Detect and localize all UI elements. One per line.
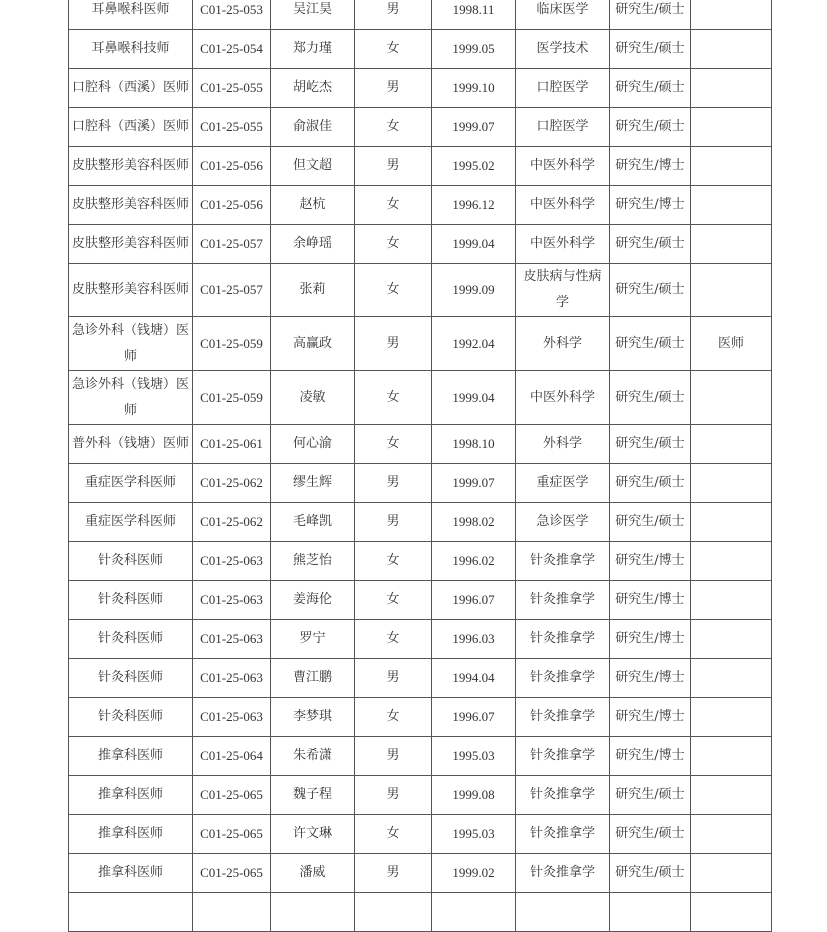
name-cell: 朱希潇: [271, 737, 355, 776]
position-cell: 推拿科医师: [69, 776, 193, 815]
education-cell: [610, 893, 691, 932]
name-cell: 魏子程: [271, 776, 355, 815]
name-cell: 熊芝怡: [271, 542, 355, 581]
gender-cell: 男: [355, 854, 432, 893]
name-cell: 何心渝: [271, 425, 355, 464]
education-cell: 研究生/硕士: [610, 854, 691, 893]
position-cell: 皮肤整形美容科医师: [69, 186, 193, 225]
table-row: [69, 542, 772, 581]
position-cell: 针灸科医师: [69, 581, 193, 620]
candidate-list-table: [68, 0, 772, 932]
education-cell: 研究生/硕士: [610, 503, 691, 542]
birth-date-cell: [432, 893, 516, 932]
note-cell: 医师: [691, 317, 772, 371]
education-cell: 研究生/硕士: [610, 371, 691, 425]
name-cell: 罗宁: [271, 620, 355, 659]
gender-cell: 女: [355, 186, 432, 225]
position-code-cell: C01-25-056: [193, 186, 271, 225]
position-code-cell: C01-25-059: [193, 317, 271, 371]
education-cell: 研究生/硕士: [610, 108, 691, 147]
education-cell: 研究生/博士: [610, 737, 691, 776]
birth-date-cell: 1999.02: [432, 854, 516, 893]
position-code-cell: C01-25-061: [193, 425, 271, 464]
gender-cell: 女: [355, 698, 432, 737]
table-row: [69, 225, 772, 264]
major-cell: 针灸推拿学: [516, 776, 610, 815]
major-cell: 中医外科学: [516, 371, 610, 425]
education-cell: 研究生/博士: [610, 147, 691, 186]
note-cell: [691, 854, 772, 893]
position-cell: 急诊外科（钱塘）医师: [69, 317, 193, 371]
education-cell: 研究生/硕士: [610, 30, 691, 69]
gender-cell: 女: [355, 542, 432, 581]
major-cell: 针灸推拿学: [516, 581, 610, 620]
birth-date-cell: 1999.09: [432, 264, 516, 317]
gender-cell: 男: [355, 776, 432, 815]
position-code-cell: C01-25-063: [193, 542, 271, 581]
name-cell: 张莉: [271, 264, 355, 317]
position-code-cell: C01-25-063: [193, 581, 271, 620]
table-row: [69, 815, 772, 854]
position-cell: 针灸科医师: [69, 542, 193, 581]
table-row: [69, 620, 772, 659]
education-cell: 研究生/硕士: [610, 776, 691, 815]
position-code-cell: C01-25-062: [193, 503, 271, 542]
birth-date-cell: 1992.04: [432, 317, 516, 371]
birth-date-cell: 1995.02: [432, 147, 516, 186]
birth-date-cell: 1999.10: [432, 69, 516, 108]
note-cell: [691, 464, 772, 503]
gender-cell: 女: [355, 371, 432, 425]
table-row: [69, 264, 772, 317]
note-cell: [691, 620, 772, 659]
education-cell: 研究生/博士: [610, 698, 691, 737]
position-cell: 推拿科医师: [69, 815, 193, 854]
position-cell: 针灸科医师: [69, 620, 193, 659]
name-cell: 姜海伦: [271, 581, 355, 620]
note-cell: [691, 30, 772, 69]
position-cell: 皮肤整形美容科医师: [69, 264, 193, 317]
major-cell: 医学技术: [516, 30, 610, 69]
position-code-cell: C01-25-057: [193, 264, 271, 317]
name-cell: 吴江昊: [271, 0, 355, 30]
table-row: [69, 371, 772, 425]
position-cell: 推拿科医师: [69, 737, 193, 776]
major-cell: 中医外科学: [516, 225, 610, 264]
birth-date-cell: 1995.03: [432, 737, 516, 776]
major-cell: 针灸推拿学: [516, 620, 610, 659]
gender-cell: 女: [355, 581, 432, 620]
birth-date-cell: 1996.02: [432, 542, 516, 581]
gender-cell: 男: [355, 317, 432, 371]
education-cell: 研究生/硕士: [610, 225, 691, 264]
note-cell: [691, 815, 772, 854]
note-cell: [691, 581, 772, 620]
table-row: [69, 317, 772, 371]
gender-cell: 女: [355, 225, 432, 264]
table-row: [69, 854, 772, 893]
birth-date-cell: 1995.03: [432, 815, 516, 854]
note-cell: [691, 425, 772, 464]
birth-date-cell: 1996.03: [432, 620, 516, 659]
position-code-cell: C01-25-064: [193, 737, 271, 776]
birth-date-cell: 1999.04: [432, 225, 516, 264]
major-cell: 针灸推拿学: [516, 542, 610, 581]
gender-cell: 男: [355, 464, 432, 503]
birth-date-cell: 1999.07: [432, 464, 516, 503]
birth-date-cell: 1996.12: [432, 186, 516, 225]
table-body: [69, 0, 772, 932]
position-cell: 耳鼻喉科技师: [69, 30, 193, 69]
table-row: [69, 464, 772, 503]
major-cell: 针灸推拿学: [516, 854, 610, 893]
major-cell: 针灸推拿学: [516, 737, 610, 776]
gender-cell: 女: [355, 620, 432, 659]
note-cell: [691, 776, 772, 815]
gender-cell: 女: [355, 264, 432, 317]
note-cell: [691, 225, 772, 264]
candidate-list-table-wrapper: [68, 0, 772, 932]
note-cell: [691, 371, 772, 425]
position-code-cell: C01-25-063: [193, 698, 271, 737]
major-cell: 重症医学: [516, 464, 610, 503]
major-cell: 针灸推拿学: [516, 815, 610, 854]
name-cell: 李梦琪: [271, 698, 355, 737]
note-cell: [691, 698, 772, 737]
education-cell: 研究生/硕士: [610, 815, 691, 854]
table-row: [69, 776, 772, 815]
position-cell: 普外科（钱塘）医师: [69, 425, 193, 464]
table-row: [69, 108, 772, 147]
note-cell: [691, 737, 772, 776]
position-cell: 口腔科（西溪）医师: [69, 69, 193, 108]
education-cell: 研究生/硕士: [610, 264, 691, 317]
name-cell: 但文超: [271, 147, 355, 186]
education-cell: 研究生/硕士: [610, 69, 691, 108]
education-cell: 研究生/博士: [610, 659, 691, 698]
position-cell: 针灸科医师: [69, 659, 193, 698]
birth-date-cell: 1996.07: [432, 698, 516, 737]
position-code-cell: C01-25-063: [193, 659, 271, 698]
gender-cell: 男: [355, 69, 432, 108]
position-cell: 推拿科医师: [69, 854, 193, 893]
gender-cell: 女: [355, 108, 432, 147]
note-cell: [691, 108, 772, 147]
name-cell: 俞淑佳: [271, 108, 355, 147]
education-cell: 研究生/博士: [610, 542, 691, 581]
birth-date-cell: 1999.04: [432, 371, 516, 425]
birth-date-cell: 1994.04: [432, 659, 516, 698]
birth-date-cell: 1998.02: [432, 503, 516, 542]
name-cell: 曹江鹏: [271, 659, 355, 698]
table-row: [69, 698, 772, 737]
note-cell: [691, 893, 772, 932]
major-cell: 外科学: [516, 425, 610, 464]
position-code-cell: C01-25-059: [193, 371, 271, 425]
birth-date-cell: 1999.05: [432, 30, 516, 69]
birth-date-cell: 1999.08: [432, 776, 516, 815]
note-cell: [691, 69, 772, 108]
major-cell: 针灸推拿学: [516, 698, 610, 737]
position-code-cell: C01-25-062: [193, 464, 271, 503]
name-cell: 毛峰凯: [271, 503, 355, 542]
gender-cell: 男: [355, 659, 432, 698]
table-row: [69, 186, 772, 225]
position-code-cell: C01-25-065: [193, 776, 271, 815]
name-cell: 许文琳: [271, 815, 355, 854]
position-code-cell: C01-25-065: [193, 854, 271, 893]
birth-date-cell: 1996.07: [432, 581, 516, 620]
education-cell: 研究生/硕士: [610, 464, 691, 503]
position-cell: 皮肤整形美容科医师: [69, 225, 193, 264]
gender-cell: 女: [355, 425, 432, 464]
gender-cell: 女: [355, 30, 432, 69]
major-cell: 中医外科学: [516, 186, 610, 225]
table-row: [69, 581, 772, 620]
table-row: [69, 893, 772, 932]
position-code-cell: C01-25-056: [193, 147, 271, 186]
position-code-cell: C01-25-063: [193, 620, 271, 659]
note-cell: [691, 186, 772, 225]
table-row: [69, 147, 772, 186]
birth-date-cell: 1998.10: [432, 425, 516, 464]
position-code-cell: C01-25-065: [193, 815, 271, 854]
position-code-cell: C01-25-055: [193, 69, 271, 108]
gender-cell: 男: [355, 0, 432, 30]
name-cell: 潘威: [271, 854, 355, 893]
position-cell: 口腔科（西溪）医师: [69, 108, 193, 147]
name-cell: 胡屹杰: [271, 69, 355, 108]
note-cell: [691, 542, 772, 581]
education-cell: 研究生/博士: [610, 620, 691, 659]
major-cell: 皮肤病与性病学: [516, 264, 610, 317]
name-cell: 缪生辉: [271, 464, 355, 503]
note-cell: [691, 147, 772, 186]
education-cell: 研究生/博士: [610, 186, 691, 225]
position-code-cell: [193, 893, 271, 932]
education-cell: 研究生/博士: [610, 581, 691, 620]
note-cell: [691, 0, 772, 30]
gender-cell: 女: [355, 815, 432, 854]
position-code-cell: C01-25-057: [193, 225, 271, 264]
table-row: [69, 425, 772, 464]
gender-cell: 男: [355, 737, 432, 776]
major-cell: 针灸推拿学: [516, 659, 610, 698]
table-row: [69, 659, 772, 698]
name-cell: [271, 893, 355, 932]
table-row: [69, 0, 772, 30]
education-cell: 研究生/硕士: [610, 425, 691, 464]
position-cell: 重症医学科医师: [69, 464, 193, 503]
table-row: [69, 69, 772, 108]
position-cell: 重症医学科医师: [69, 503, 193, 542]
table-row: [69, 30, 772, 69]
name-cell: 赵杭: [271, 186, 355, 225]
gender-cell: 男: [355, 503, 432, 542]
education-cell: 研究生/硕士: [610, 0, 691, 30]
position-cell: [69, 893, 193, 932]
name-cell: 高赢政: [271, 317, 355, 371]
major-cell: 临床医学: [516, 0, 610, 30]
note-cell: [691, 503, 772, 542]
education-cell: 研究生/硕士: [610, 317, 691, 371]
position-cell: 皮肤整形美容科医师: [69, 147, 193, 186]
name-cell: 凌敏: [271, 371, 355, 425]
gender-cell: 男: [355, 147, 432, 186]
position-code-cell: C01-25-055: [193, 108, 271, 147]
note-cell: [691, 659, 772, 698]
gender-cell: [355, 893, 432, 932]
major-cell: 中医外科学: [516, 147, 610, 186]
position-code-cell: C01-25-054: [193, 30, 271, 69]
name-cell: 余峥瑶: [271, 225, 355, 264]
major-cell: 口腔医学: [516, 108, 610, 147]
note-cell: [691, 264, 772, 317]
table-row: [69, 737, 772, 776]
birth-date-cell: 1998.11: [432, 0, 516, 30]
major-cell: 急诊医学: [516, 503, 610, 542]
position-cell: 急诊外科（钱塘）医师: [69, 371, 193, 425]
position-code-cell: C01-25-053: [193, 0, 271, 30]
table-row: [69, 503, 772, 542]
position-cell: 针灸科医师: [69, 698, 193, 737]
position-cell: 耳鼻喉科医师: [69, 0, 193, 30]
major-cell: 外科学: [516, 317, 610, 371]
birth-date-cell: 1999.07: [432, 108, 516, 147]
major-cell: [516, 893, 610, 932]
major-cell: 口腔医学: [516, 69, 610, 108]
name-cell: 郑力瑾: [271, 30, 355, 69]
